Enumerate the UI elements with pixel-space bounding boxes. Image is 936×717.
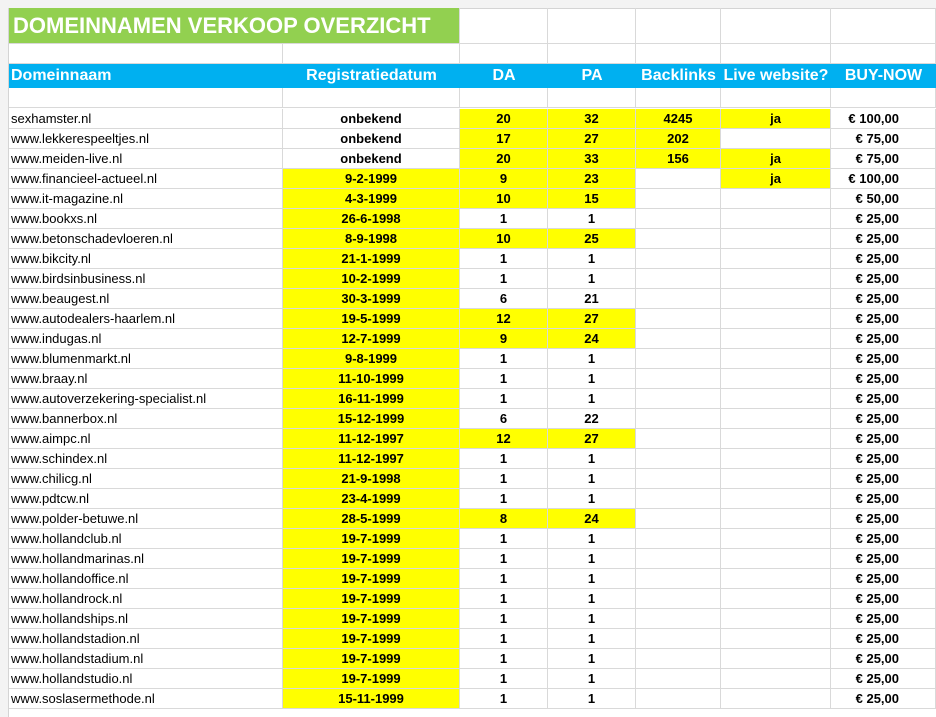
live-website-cell[interactable] [721, 569, 831, 589]
domain-cell[interactable]: www.autodealers-haarlem.nl [9, 309, 283, 329]
registration-date-cell[interactable]: 16-11-1999 [283, 389, 460, 409]
table-row [9, 589, 936, 609]
pa-cell[interactable]: 1 [548, 489, 636, 509]
table-row [9, 269, 936, 289]
table-row [9, 349, 936, 369]
table-row [9, 409, 936, 429]
table-row [9, 449, 936, 469]
live-website-cell[interactable]: ja [721, 149, 831, 169]
live-website-cell[interactable] [721, 609, 831, 629]
domain-cell[interactable]: www.hollandoffice.nl [9, 569, 283, 589]
registration-date-cell[interactable]: 19-7-1999 [283, 669, 460, 689]
registration-date-cell[interactable]: 15-11-1999 [283, 689, 460, 709]
table-row [9, 489, 936, 509]
domain-cell[interactable]: www.hollandrock.nl [9, 589, 283, 609]
da-cell[interactable]: 12 [460, 309, 548, 329]
pa-cell[interactable]: 27 [548, 429, 636, 449]
live-website-cell[interactable] [721, 509, 831, 529]
pa-cell[interactable]: 24 [548, 329, 636, 349]
table-row [9, 329, 936, 349]
pa-cell[interactable]: 1 [548, 689, 636, 709]
row-number-gutter [0, 8, 9, 717]
cell[interactable] [283, 44, 460, 64]
buy-now-cell[interactable]: € 75,00 [831, 149, 936, 169]
registration-date-cell[interactable]: 4-3-1999 [283, 189, 460, 209]
domain-cell[interactable]: www.betonschadevloeren.nl [9, 229, 283, 249]
domain-cell[interactable]: www.polder-betuwe.nl [9, 509, 283, 529]
table-row [9, 629, 936, 649]
backlinks-cell[interactable] [636, 469, 721, 489]
live-website-cell[interactable] [721, 549, 831, 569]
da-cell[interactable]: 1 [460, 569, 548, 589]
domain-cell[interactable]: www.bookxs.nl [9, 209, 283, 229]
registration-date-cell[interactable]: 21-9-1998 [283, 469, 460, 489]
da-cell[interactable]: 8 [460, 509, 548, 529]
pa-cell[interactable]: 1 [548, 449, 636, 469]
da-cell[interactable]: 1 [460, 609, 548, 629]
da-cell[interactable]: 9 [460, 329, 548, 349]
backlinks-cell[interactable] [636, 689, 721, 709]
domain-cell[interactable]: www.lekkerespeeltjes.nl [9, 129, 283, 149]
live-website-cell[interactable] [721, 129, 831, 149]
pa-cell[interactable]: 1 [548, 589, 636, 609]
table-row [9, 149, 936, 169]
registration-date-cell[interactable]: 21-1-1999 [283, 249, 460, 269]
cell[interactable] [548, 88, 636, 108]
da-cell[interactable]: 1 [460, 489, 548, 509]
da-cell[interactable]: 1 [460, 369, 548, 389]
backlinks-cell[interactable] [636, 629, 721, 649]
live-website-cell[interactable] [721, 589, 831, 609]
domain-cell[interactable]: www.hollandclub.nl [9, 529, 283, 549]
table-row [9, 369, 936, 389]
pa-cell[interactable]: 32 [548, 109, 636, 129]
cell[interactable] [460, 8, 548, 44]
live-website-cell[interactable] [721, 249, 831, 269]
da-cell[interactable]: 12 [460, 429, 548, 449]
buy-now-cell[interactable]: € 25,00 [831, 569, 936, 589]
backlinks-cell[interactable] [636, 489, 721, 509]
cell[interactable] [9, 88, 283, 108]
pa-cell[interactable]: 23 [548, 169, 636, 189]
buy-now-cell[interactable]: € 25,00 [831, 489, 936, 509]
domain-cell[interactable]: www.hollandstudio.nl [9, 669, 283, 689]
domain-cell[interactable]: www.hollandstadion.nl [9, 629, 283, 649]
live-website-cell[interactable] [721, 329, 831, 349]
domain-cell[interactable]: www.meiden-live.nl [9, 149, 283, 169]
da-cell[interactable]: 1 [460, 449, 548, 469]
da-cell[interactable]: 1 [460, 649, 548, 669]
da-cell[interactable]: 1 [460, 209, 548, 229]
pa-cell[interactable]: 21 [548, 289, 636, 309]
backlinks-cell[interactable] [636, 649, 721, 669]
domain-cell[interactable]: www.indugas.nl [9, 329, 283, 349]
da-cell[interactable]: 1 [460, 669, 548, 689]
live-website-cell[interactable] [721, 209, 831, 229]
backlinks-cell[interactable] [636, 309, 721, 329]
da-cell[interactable]: 10 [460, 189, 548, 209]
backlinks-cell[interactable] [636, 349, 721, 369]
table-row [9, 649, 936, 669]
registration-date-cell[interactable]: 8-9-1998 [283, 229, 460, 249]
registration-date-cell[interactable]: 19-7-1999 [283, 589, 460, 609]
registration-date-cell[interactable]: 19-7-1999 [283, 609, 460, 629]
backlinks-cell[interactable] [636, 449, 721, 469]
backlinks-cell[interactable] [636, 529, 721, 549]
table-row [9, 289, 936, 309]
da-cell[interactable]: 1 [460, 469, 548, 489]
backlinks-cell[interactable] [636, 209, 721, 229]
da-cell[interactable]: 20 [460, 109, 548, 129]
buy-now-cell[interactable]: € 25,00 [831, 229, 936, 249]
table-row [9, 389, 936, 409]
buy-now-cell[interactable]: € 25,00 [831, 349, 936, 369]
buy-now-cell[interactable]: € 25,00 [831, 669, 936, 689]
da-cell[interactable]: 1 [460, 249, 548, 269]
cell[interactable] [721, 44, 831, 64]
live-website-cell[interactable]: ja [721, 109, 831, 129]
backlinks-cell[interactable] [636, 169, 721, 189]
header-da[interactable]: DA [460, 64, 548, 88]
backlinks-cell[interactable] [636, 189, 721, 209]
cell[interactable] [831, 8, 936, 44]
live-website-cell[interactable] [721, 189, 831, 209]
cell[interactable] [831, 88, 936, 108]
da-cell[interactable]: 1 [460, 549, 548, 569]
header-live-website[interactable]: Live website? [721, 64, 831, 88]
buy-now-cell[interactable]: € 100,00 [831, 169, 936, 189]
da-cell[interactable]: 1 [460, 389, 548, 409]
table-row [9, 429, 936, 449]
pa-cell[interactable]: 22 [548, 409, 636, 429]
buy-now-cell[interactable]: € 25,00 [831, 529, 936, 549]
backlinks-cell[interactable] [636, 329, 721, 349]
backlinks-cell[interactable] [636, 609, 721, 629]
domain-cell[interactable]: www.hollandmarinas.nl [9, 549, 283, 569]
table-row [9, 669, 936, 689]
pa-cell[interactable]: 27 [548, 129, 636, 149]
buy-now-cell[interactable]: € 75,00 [831, 129, 936, 149]
table-row [9, 169, 936, 189]
pa-cell[interactable]: 1 [548, 469, 636, 489]
backlinks-cell[interactable] [636, 369, 721, 389]
cell[interactable] [831, 44, 936, 64]
da-cell[interactable]: 10 [460, 229, 548, 249]
registration-date-cell[interactable]: 9-8-1999 [283, 349, 460, 369]
pa-cell[interactable]: 1 [548, 389, 636, 409]
buy-now-cell[interactable]: € 25,00 [831, 429, 936, 449]
table-row [9, 689, 936, 709]
domain-cell[interactable]: sexhamster.nl [9, 109, 283, 129]
buy-now-cell[interactable]: € 25,00 [831, 609, 936, 629]
live-website-cell[interactable] [721, 469, 831, 489]
domain-cell[interactable]: www.bannerbox.nl [9, 409, 283, 429]
registration-date-cell[interactable]: 19-7-1999 [283, 629, 460, 649]
cell[interactable] [548, 44, 636, 64]
da-cell[interactable]: 1 [460, 589, 548, 609]
da-cell[interactable]: 20 [460, 149, 548, 169]
live-website-cell[interactable] [721, 669, 831, 689]
domain-cell[interactable]: www.braay.nl [9, 369, 283, 389]
table-row [9, 229, 936, 249]
header-domain[interactable]: Domeinnaam [9, 64, 283, 88]
backlinks-cell[interactable]: 156 [636, 149, 721, 169]
backlinks-cell[interactable]: 202 [636, 129, 721, 149]
table-row [9, 129, 936, 149]
cell[interactable] [460, 88, 548, 108]
registration-date-cell[interactable]: 19-7-1999 [283, 569, 460, 589]
da-cell[interactable]: 1 [460, 629, 548, 649]
buy-now-cell[interactable]: € 100,00 [831, 109, 936, 129]
da-cell[interactable]: 6 [460, 289, 548, 309]
pa-cell[interactable]: 25 [548, 229, 636, 249]
backlinks-cell[interactable] [636, 389, 721, 409]
table-row [9, 549, 936, 569]
buy-now-cell[interactable]: € 25,00 [831, 309, 936, 329]
buy-now-cell[interactable]: € 25,00 [831, 369, 936, 389]
domain-cell[interactable]: www.aimpc.nl [9, 429, 283, 449]
title-row [9, 8, 936, 44]
pa-cell[interactable]: 33 [548, 149, 636, 169]
domain-cell[interactable]: www.schindex.nl [9, 449, 283, 469]
registration-date-cell[interactable]: 15-12-1999 [283, 409, 460, 429]
header-pa[interactable]: PA [548, 64, 636, 88]
backlinks-cell[interactable] [636, 429, 721, 449]
backlinks-cell[interactable] [636, 569, 721, 589]
registration-date-cell[interactable]: 19-7-1999 [283, 549, 460, 569]
live-website-cell[interactable] [721, 369, 831, 389]
table-row [9, 109, 936, 129]
live-website-cell[interactable] [721, 529, 831, 549]
registration-date-cell[interactable]: 9-2-1999 [283, 169, 460, 189]
table-row [9, 609, 936, 629]
backlinks-cell[interactable] [636, 509, 721, 529]
domain-cell[interactable]: www.autoverzekering-specialist.nl [9, 389, 283, 409]
da-cell[interactable]: 6 [460, 409, 548, 429]
spacer-row [9, 88, 936, 108]
pa-cell[interactable]: 1 [548, 249, 636, 269]
cell[interactable] [636, 88, 721, 108]
backlinks-cell[interactable]: 4245 [636, 109, 721, 129]
live-website-cell[interactable] [721, 429, 831, 449]
pa-cell[interactable]: 1 [548, 549, 636, 569]
registration-date-cell[interactable]: onbekend [283, 149, 460, 169]
pa-cell[interactable]: 1 [548, 529, 636, 549]
live-website-cell[interactable] [721, 689, 831, 709]
domain-cell[interactable]: www.bikcity.nl [9, 249, 283, 269]
live-website-cell[interactable] [721, 269, 831, 289]
domain-cell[interactable]: www.soslasermethode.nl [9, 689, 283, 709]
domain-cell[interactable]: www.blumenmarkt.nl [9, 349, 283, 369]
backlinks-cell[interactable] [636, 229, 721, 249]
buy-now-cell[interactable]: € 25,00 [831, 509, 936, 529]
registration-date-cell[interactable]: 19-7-1999 [283, 649, 460, 669]
sheet-title[interactable]: DOMEINNAMEN VERKOOP OVERZICHT [9, 8, 460, 44]
cell[interactable] [9, 44, 283, 64]
table-row [9, 569, 936, 589]
registration-date-cell[interactable]: 19-7-1999 [283, 529, 460, 549]
live-website-cell[interactable] [721, 649, 831, 669]
da-cell[interactable]: 1 [460, 349, 548, 369]
live-website-cell[interactable]: ja [721, 169, 831, 189]
backlinks-cell[interactable] [636, 589, 721, 609]
live-website-cell[interactable] [721, 629, 831, 649]
buy-now-cell[interactable]: € 25,00 [831, 329, 936, 349]
cell[interactable] [283, 88, 460, 108]
cell[interactable] [636, 8, 721, 44]
pa-cell[interactable]: 27 [548, 309, 636, 329]
domain-cell[interactable]: www.chilicg.nl [9, 469, 283, 489]
pa-cell[interactable]: 1 [548, 209, 636, 229]
live-website-cell[interactable] [721, 229, 831, 249]
backlinks-cell[interactable] [636, 269, 721, 289]
table-row [9, 309, 936, 329]
buy-now-cell[interactable]: € 25,00 [831, 209, 936, 229]
pa-cell[interactable]: 1 [548, 669, 636, 689]
table-row [9, 509, 936, 529]
domain-cell[interactable]: www.it-magazine.nl [9, 189, 283, 209]
backlinks-cell[interactable] [636, 249, 721, 269]
backlinks-cell[interactable] [636, 549, 721, 569]
pa-cell[interactable]: 1 [548, 629, 636, 649]
registration-date-cell[interactable]: 23-4-1999 [283, 489, 460, 509]
header-backlinks[interactable]: Backlinks [636, 64, 721, 88]
live-website-cell[interactable] [721, 489, 831, 509]
registration-date-cell[interactable]: onbekend [283, 129, 460, 149]
pa-cell[interactable]: 1 [548, 349, 636, 369]
domain-cell[interactable]: www.hollandstadium.nl [9, 649, 283, 669]
cell[interactable] [636, 44, 721, 64]
backlinks-cell[interactable] [636, 409, 721, 429]
registration-date-cell[interactable]: 10-2-1999 [283, 269, 460, 289]
buy-now-cell[interactable]: € 25,00 [831, 589, 936, 609]
live-website-cell[interactable] [721, 389, 831, 409]
pa-cell[interactable]: 15 [548, 189, 636, 209]
buy-now-cell[interactable]: € 25,00 [831, 649, 936, 669]
registration-date-cell[interactable]: 11-10-1999 [283, 369, 460, 389]
registration-date-cell[interactable]: 11-12-1997 [283, 449, 460, 469]
domain-cell[interactable]: www.birdsinbusiness.nl [9, 269, 283, 289]
registration-date-cell[interactable]: 28-5-1999 [283, 509, 460, 529]
pa-cell[interactable]: 1 [548, 609, 636, 629]
domain-cell[interactable]: www.hollandships.nl [9, 609, 283, 629]
buy-now-cell[interactable]: € 25,00 [831, 449, 936, 469]
backlinks-cell[interactable] [636, 289, 721, 309]
buy-now-cell[interactable]: € 25,00 [831, 269, 936, 289]
domain-cell[interactable]: www.pdtcw.nl [9, 489, 283, 509]
cell[interactable] [460, 44, 548, 64]
table-row [9, 189, 936, 209]
da-cell[interactable]: 17 [460, 129, 548, 149]
pa-cell[interactable]: 1 [548, 369, 636, 389]
table-row [9, 249, 936, 269]
buy-now-cell[interactable]: € 25,00 [831, 389, 936, 409]
domain-cell[interactable]: www.financieel-actueel.nl [9, 169, 283, 189]
table-row [9, 529, 936, 549]
buy-now-cell[interactable]: € 25,00 [831, 249, 936, 269]
spacer-row [9, 44, 936, 64]
buy-now-cell[interactable]: € 25,00 [831, 289, 936, 309]
backlinks-cell[interactable] [636, 669, 721, 689]
registration-date-cell[interactable]: 26-6-1998 [283, 209, 460, 229]
cell[interactable] [548, 8, 636, 44]
pa-cell[interactable]: 1 [548, 569, 636, 589]
live-website-cell[interactable] [721, 289, 831, 309]
domain-cell[interactable]: www.beaugest.nl [9, 289, 283, 309]
registration-date-cell[interactable]: onbekend [283, 109, 460, 129]
buy-now-cell[interactable]: € 25,00 [831, 549, 936, 569]
buy-now-cell[interactable]: € 25,00 [831, 409, 936, 429]
registration-date-cell[interactable]: 19-5-1999 [283, 309, 460, 329]
buy-now-cell[interactable]: € 25,00 [831, 689, 936, 709]
header-registration-date[interactable]: Registratiedatum [283, 64, 460, 88]
header-buy-now[interactable]: BUY-NOW [831, 64, 936, 88]
buy-now-cell[interactable]: € 50,00 [831, 189, 936, 209]
live-website-cell[interactable] [721, 449, 831, 469]
cell[interactable] [721, 88, 831, 108]
table-row [9, 469, 936, 489]
registration-date-cell[interactable]: 30-3-1999 [283, 289, 460, 309]
live-website-cell[interactable] [721, 349, 831, 369]
pa-cell[interactable]: 24 [548, 509, 636, 529]
da-cell[interactable]: 1 [460, 529, 548, 549]
pa-cell[interactable]: 1 [548, 269, 636, 289]
header-row [9, 64, 936, 88]
table-row [9, 209, 936, 229]
live-website-cell[interactable] [721, 409, 831, 429]
da-cell[interactable]: 1 [460, 269, 548, 289]
registration-date-cell[interactable]: 12-7-1999 [283, 329, 460, 349]
live-website-cell[interactable] [721, 309, 831, 329]
buy-now-cell[interactable]: € 25,00 [831, 469, 936, 489]
da-cell[interactable]: 1 [460, 689, 548, 709]
da-cell[interactable]: 9 [460, 169, 548, 189]
buy-now-cell[interactable]: € 25,00 [831, 629, 936, 649]
pa-cell[interactable]: 1 [548, 649, 636, 669]
registration-date-cell[interactable]: 11-12-1997 [283, 429, 460, 449]
cell[interactable] [721, 8, 831, 44]
